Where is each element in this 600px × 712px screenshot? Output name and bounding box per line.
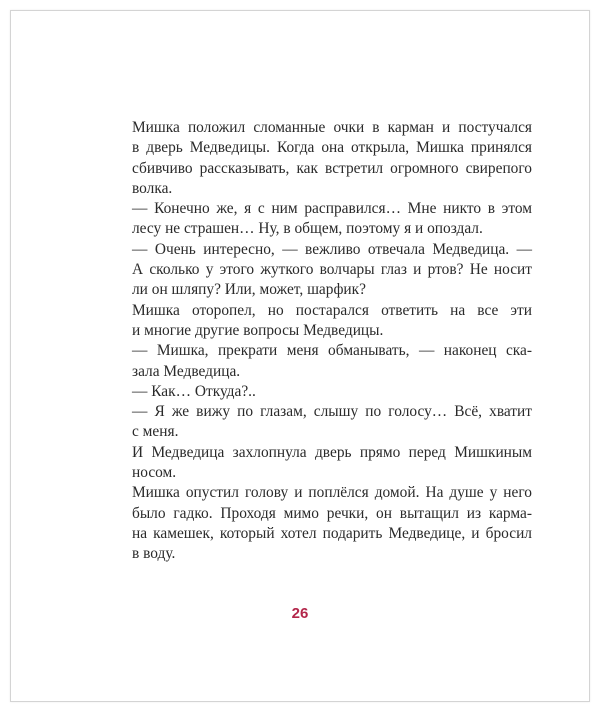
text-line: сбивчиво рассказывать, как встретил огромного свирепого xyxy=(132,159,532,177)
text-line: И Медведица захлопнула дверь прямо перед Мишкиным xyxy=(132,443,532,461)
text-line: в воду. xyxy=(132,545,176,563)
text-line: А сколько у этого жуткого волчары глаз и ртов? Не носит xyxy=(132,261,532,279)
text-line: ли он шляпу? Или, может, шарфик? xyxy=(132,281,366,299)
text-line: Мишка опустил голову и поплёлся домой. На душе у него xyxy=(132,484,532,502)
text-line: — Как… Откуда?.. xyxy=(132,382,256,400)
text-line: волка. xyxy=(132,179,173,197)
text-line: — Я же вижу по глазам, слышу по голосу… Всё, хватит xyxy=(132,403,532,421)
text-line: Мишка положил сломанные очки в карман и постучался xyxy=(132,119,532,136)
text-line: было гадко. Проходя мимо речки, он вытащил из карма- xyxy=(132,504,532,522)
text-line: — Конечно же, я с ним расправился… Мне никто в этом xyxy=(132,200,532,218)
text-line: зала Медведица. xyxy=(132,362,241,380)
text-line: с меня. xyxy=(132,423,179,441)
book-page xyxy=(10,10,590,702)
text-line: — Мишка, прекрати меня обманывать, — наконец ска- xyxy=(132,342,532,360)
text-line: на камешек, который хотел подарить Медведице, и бросил xyxy=(132,524,532,542)
text-line: — Очень интересно, — вежливо отвечала Медведица. — xyxy=(132,240,532,258)
story-text xyxy=(132,118,532,565)
text-line: лесу не страшен… Ну, в общем, поэтому я и опоздал. xyxy=(132,220,483,238)
text-line: в дверь Медведицы. Когда она открыла, Мишка принялся xyxy=(132,139,532,157)
text-line: Мишка оторопел, но постарался ответить на все эти xyxy=(132,301,532,319)
text-line: носом. xyxy=(132,464,177,482)
page-number: 26 xyxy=(291,605,309,622)
text-line: и многие другие вопросы Медведицы. xyxy=(132,321,384,339)
